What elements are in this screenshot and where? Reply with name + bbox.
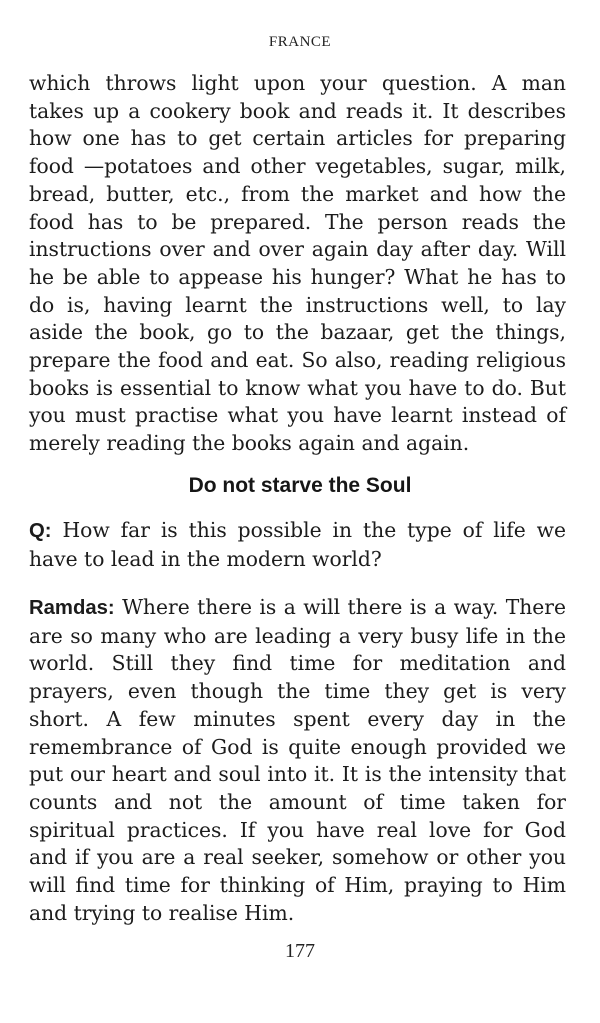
answer-paragraph [29, 594, 566, 927]
running-head: FRANCE [268, 34, 332, 50]
question-text: How far is this possible in the type of life we have to lead in the modern world? [29, 518, 566, 571]
page-number: 177 [285, 940, 315, 962]
body-paragraph: which throws light upon your question. A man takes up a cookery book and reads it. It describes how one has to get certain articles for preparing food —potatoes and other vegetables, sugar, milk, bread, butter, etc., from the market and how the food has to be prepared. The person reads the instructions over and over again day after day. Will he be able to appease his hunger? What he has to do is, having learnt the instructions well, to lay aside the book, go to the bazaar, get the things, prepare the food and eat. So also, reading religious books is essential to know what you have to do. But you must practise what you have learnt instead of merely reading the books again and again. [29, 71, 566, 456]
question-speaker: Q: [29, 520, 52, 542]
answer-speaker: Ramdas: [29, 597, 115, 619]
section-heading: Do not starve the Soul [188, 474, 412, 497]
answer-text: Where there is a will there is a way. There are so many who are leading a very busy life in the world. Still they find time for meditation and prayers, even though the time they get is very short. A few minutes spent every day in the remembrance of God is quite enough provided we put our heart and soul into it. It is the intensity that counts and not the amount of time taken for spiritual practices. If you have real love for God and if you are a real seeker, somehow or other you will find time for thinking of Him, praying to Him and trying to realise Him. [29, 595, 566, 925]
question-paragraph [29, 517, 566, 573]
